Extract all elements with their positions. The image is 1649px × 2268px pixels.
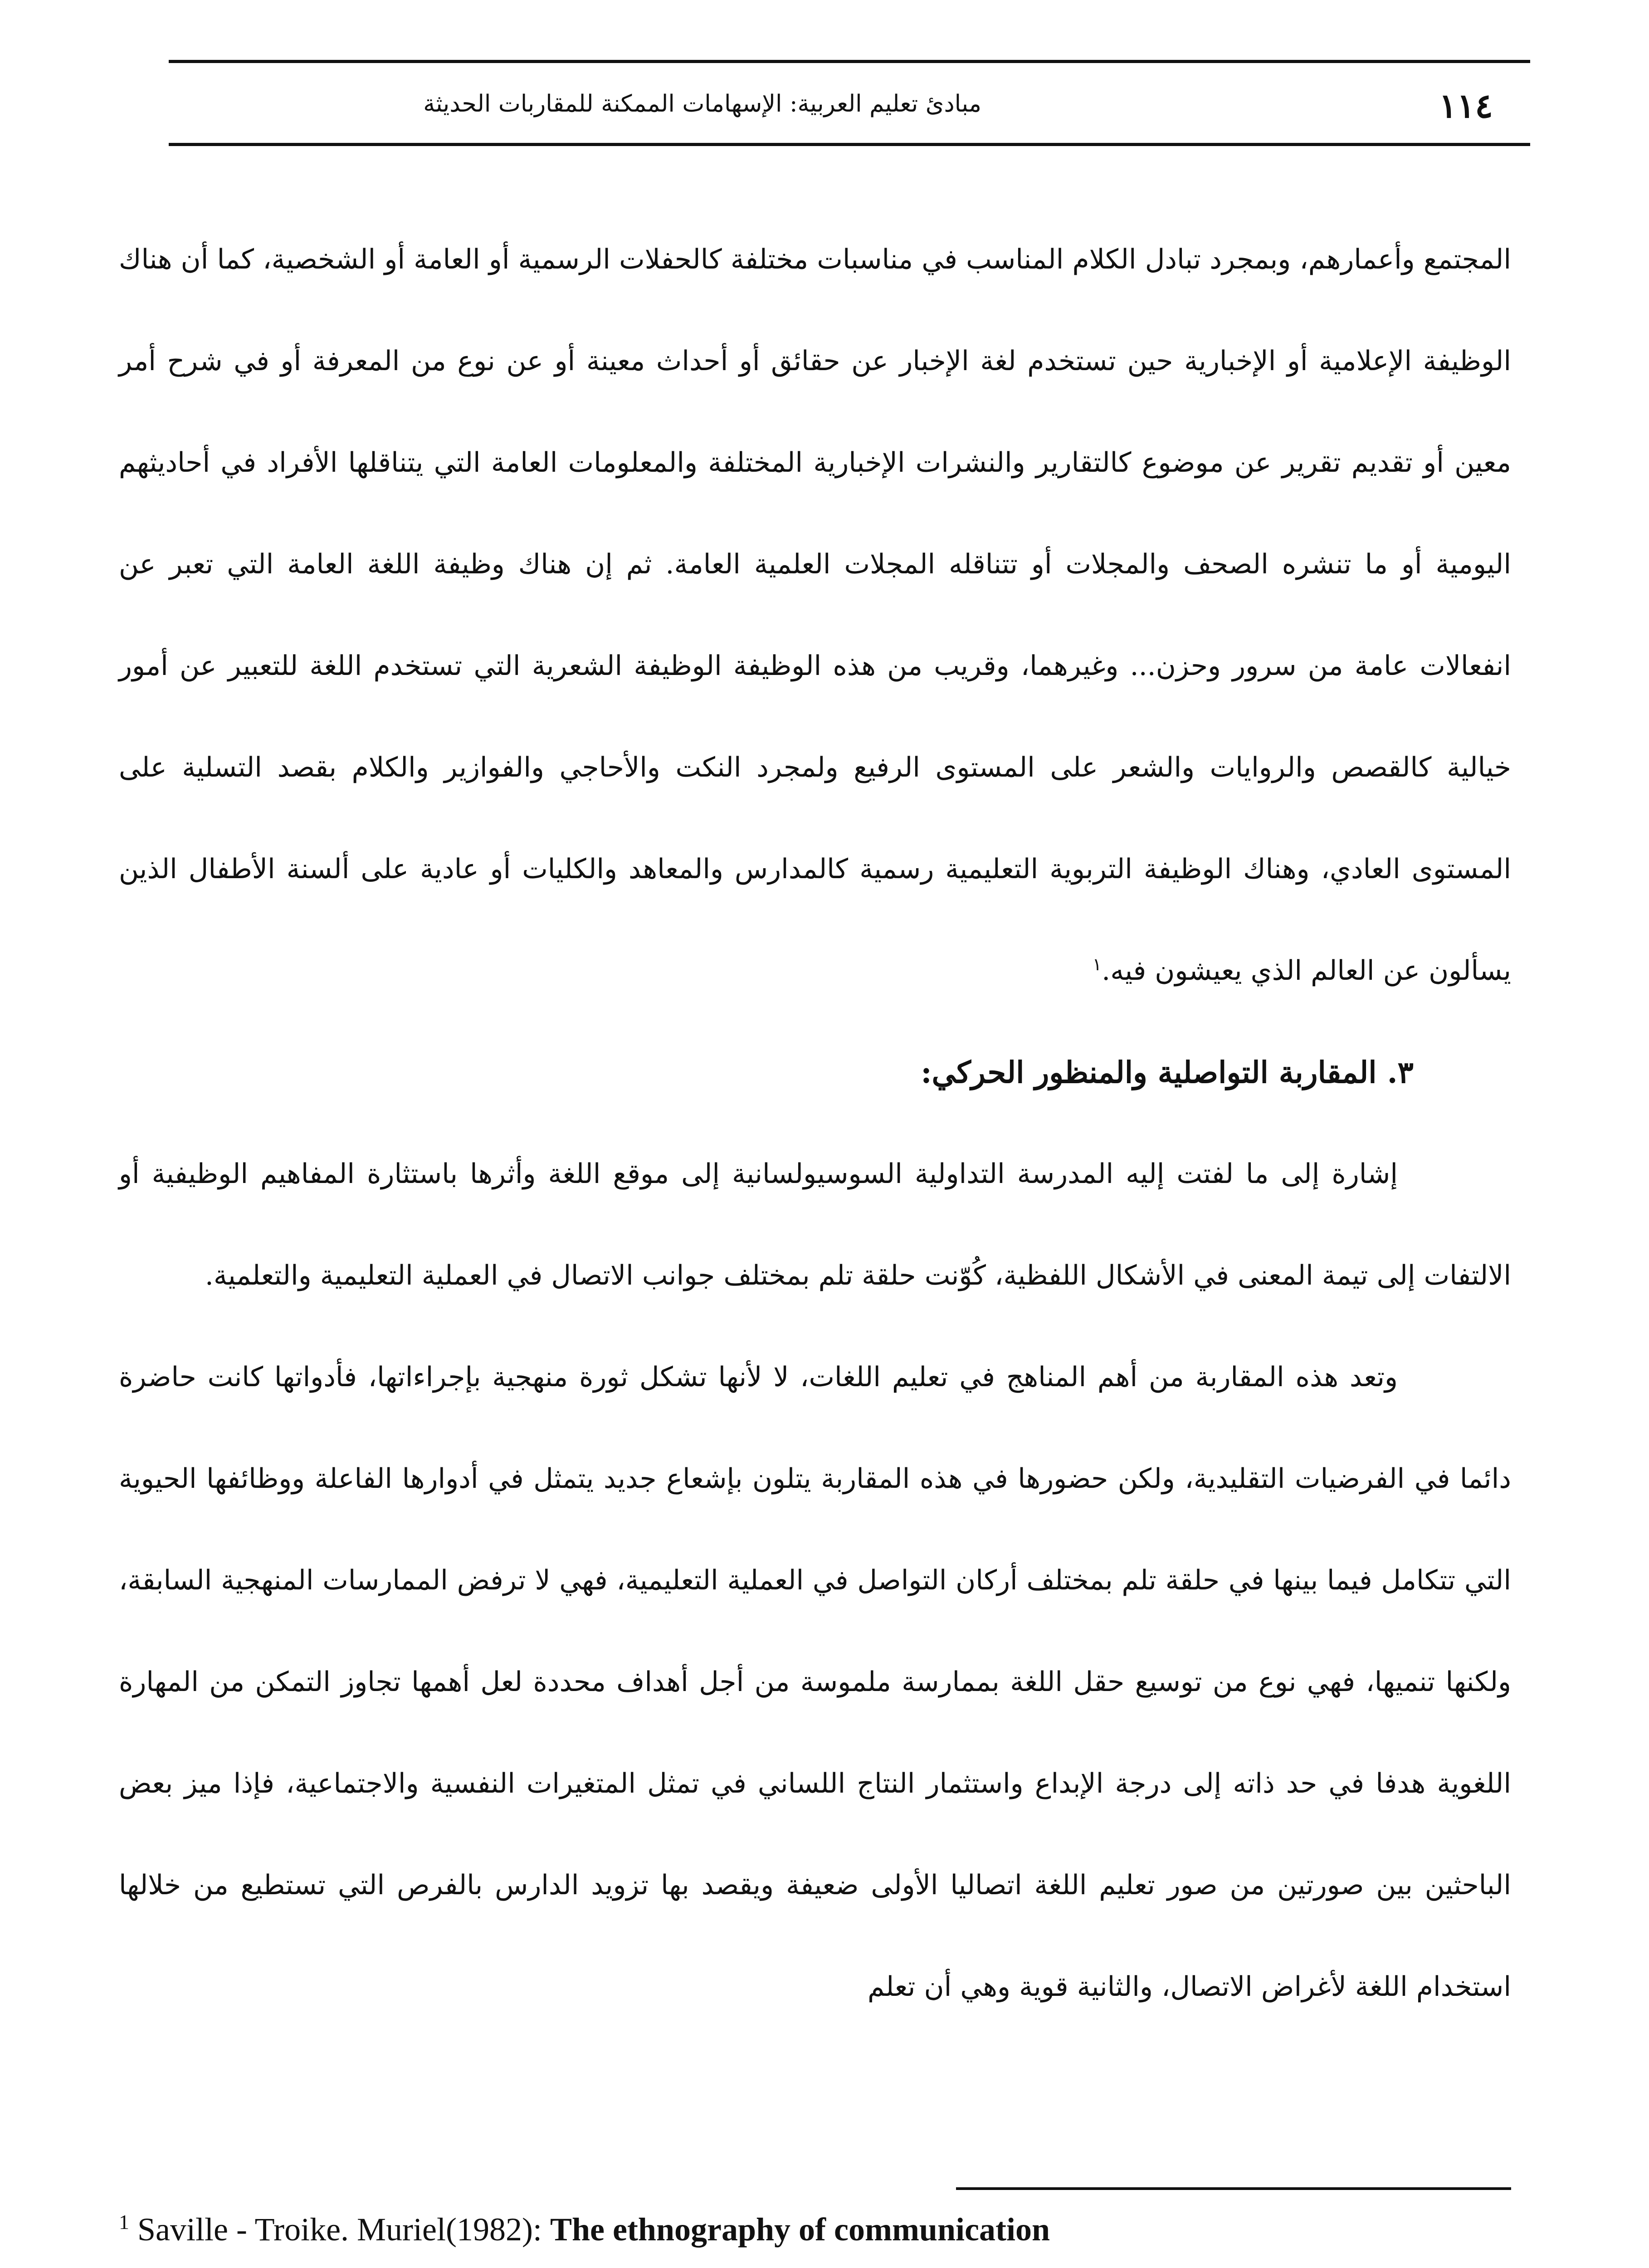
paragraph-1-text: المجتمع وأعمارهم، وبمجرد تبادل الكلام المناسب في مناسبات مختلفة كالحفلات الرسمية أو العامة أو الشخصية، كما أن هناك الوظيفة الإعلامية أو الإخبارية حين تستخدم لغة الإخبار عن حقائق أو أحداث معينة أو عن نوع من المعرفة أو في شرح أمر معين أو تقديم تقرير عن موضوع كالتقارير والنشرات الإخبارية المختلفة والمعلومات العامة التي يتناقلها الأفراد في أحاديثهم اليومية أو ما تنشره الصحف والمجلات أو تتناقله المجلات العلمية العامة. ثم إن هناك وظيفة اللغة العامة التي تعبر عن انفعالات عامة من سرور وحزن... وغيرهما، وقريب من هذه الوظيفة الوظيفة الشعرية التي تستخدم اللغة للتعبير عن أمور خيالية كالقصص والروايات والشعر على المستوى الرفيع ولمجرد النكت والأحاجي والفوازير والكلام بقصد التسلية على المستوى العادي، وهناك الوظيفة التربوية التعليمية رسمية كالمدارس والمعاهد والكليات أو عادية على ألسنة الأطفال الذين يسألون عن العالم الذي يعيشون فيه. <box>119 244 1511 987</box>
footnote-latin-title: The ethnography of communication <box>550 2211 1050 2248</box>
main-text <box>119 209 1511 2038</box>
footnote-marker: 1 <box>119 2210 129 2234</box>
page-number: ١١٤ <box>1439 87 1493 126</box>
footnote-reference: ١ <box>1092 954 1102 974</box>
footnote-latin-author: Saville - Troike. Muriel(1982): <box>137 2211 550 2248</box>
footnote-latin <box>119 2210 1050 2248</box>
page-header <box>169 60 1530 146</box>
footnote-separator <box>956 2187 1511 2190</box>
paragraph-1 <box>119 209 1511 1022</box>
section-heading: ٣. المقاربة التواصلية والمنظور الحركي: <box>921 1055 1414 1090</box>
running-title: مبادئ تعليم العربية: الإسهامات الممكنة للمقاربات الحديثة <box>423 90 981 117</box>
paragraph-2: إشارة إلى ما لفتت إليه المدرسة التداولية السوسيولسانية إلى موقع اللغة وأثرها باستثارة المفاهيم الوظيفية أو الالتفات إلى تيمة المعنى في الأشكال اللفظية، كُوّنت حلقة تلم بمختلف جوانب الاتصال في العملية التعليمية والتعلمية. <box>119 1158 1511 1291</box>
paragraph-3: وتعد هذه المقاربة من أهم المناهج في تعليم اللغات، لا لأنها تشكل ثورة منهجية بإجراءاتها، فأدواتها كانت حاضرة دائما في الفرضيات التقليدية، ولكن حضورها في هذه المقاربة يتلون بإشعاع جديد يتمثل في أدوارها الفاعلة ووظائفها الحيوية التي تتكامل فيما بينها في حلقة تلم بمختلف أركان التواصل في العملية التعليمية، فهي لا ترفض الممارسات المنهجية السابقة، ولكنها تنميها، فهي نوع من توسيع حقل اللغة بممارسة ملموسة من أجل أهداف محددة لعل أهمها تجاوز التمكن من المهارة اللغوية هدفا في حد ذاته إلى درجة الإبداع واستثمار النتاج اللساني في تمثل المتغيرات النفسية والاجتماعية، فإذا ميز بعض الباحثين بين صورتين من صور تعليم اللغة اتصاليا الأولى ضعيفة ويقصد بها تزويد الدارس بالفرص التي تستطيع من خلالها استخدام اللغة لأغراض الاتصال، والثانية قوية وهي أن تعلم <box>119 1361 1511 2003</box>
